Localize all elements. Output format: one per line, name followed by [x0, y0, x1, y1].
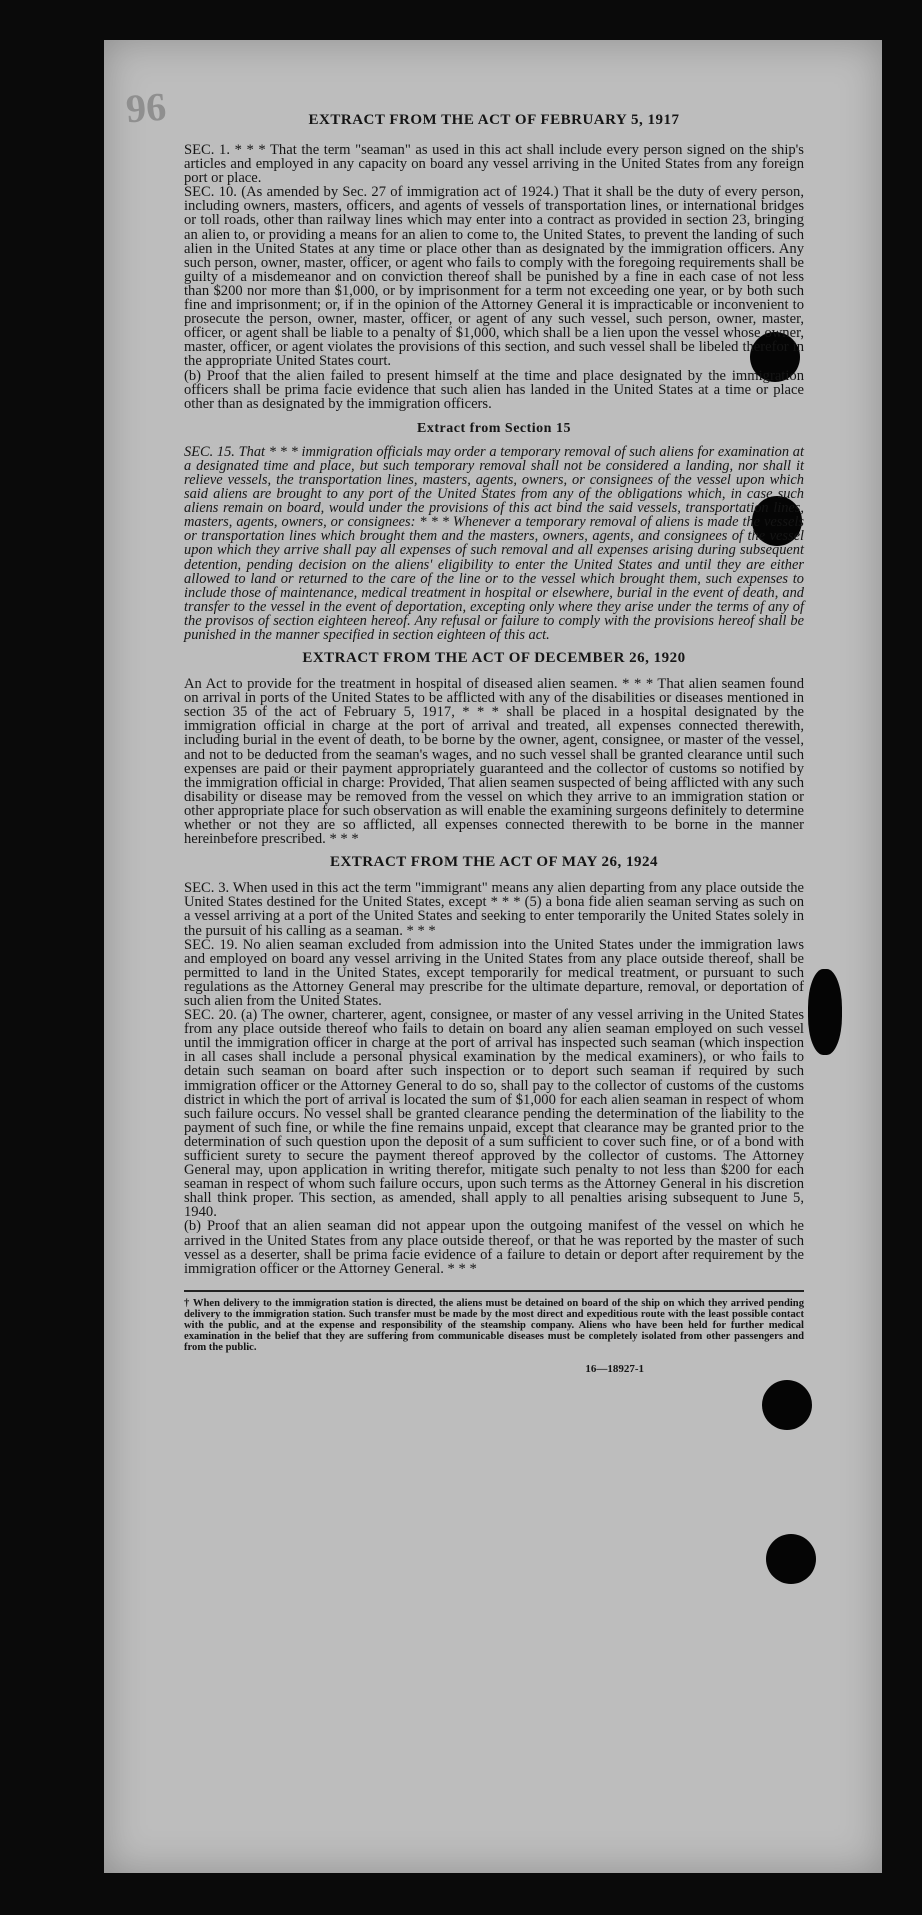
punch-hole	[766, 1534, 816, 1584]
punch-hole	[808, 969, 842, 1055]
heading-act-1917: EXTRACT FROM THE ACT OF FEBRUARY 5, 1917	[308, 112, 680, 128]
section-20b-paragraph: (b) Proof that an alien seaman did not appear upon the outgoing manifest of the vessel on which he arrived in the United States from any place outside thereof, or that he was reported by the master of such vessel as a deserter, shall be prima facie evidence of a failure to detain or deport after requirement by the immigration officer or the Attorney General. * * *	[184, 1218, 804, 1277]
section-1-paragraph: SEC. 1. * * * That the term "seaman" as used in this act shall include every person signed on the ship's articles and employed in any capacity on board any vessel arriving in the United States from any foreign port or place.	[184, 142, 804, 187]
heading-section-15: Extract from Section 15	[417, 420, 571, 436]
footnote-text: † When delivery to the immigration station is directed, the aliens must be detained on board of the ship on which they arrived pending delivery to the immigration station. Such transfer must be made by the most direct and expeditious route with the least possible contact with the public, and at the expense and responsibility of the steamship company. Aliens who have been held for further medical examination in the belief that they are suffering from communicable diseases must be completely isolated from other passengers and from the public.	[184, 1297, 804, 1353]
section-10-paragraph: SEC. 10. (As amended by Sec. 27 of immigration act of 1924.) That it shall be the duty of every person, including owners, masters, officers, and agents of vessels of transportation lines, or international bridges or toll roads, other than railway lines which may enter into a contract as provided in section 23, bringing an alien to, or providing a means for an alien to come to, the United States, to prevent the landing of such alien in the United States at any time or place other than as designated by the immigration officers. Any such person, owner, master, officer, or agent who fails to comply with the foregoing requirements shall be guilty of a misdemeanor and on conviction thereof shall be punished by a fine in each case of not less than $200 nor more than $1,000, or by imprisonment for a term not exceeding one year, or by both such fine and imprisonment; or, if in the opinion of the Attorney General it is impracticable or inconvenient to prosecute the person, owner, master, officer, or agent of any such vessel, such person, owner, master, officer, or agent shall be liable to a penalty of $1,000, which shall be a lien upon the vessel whose owner, master, officer, or agent violates the provisions of this section, and such vessel shall be libeled therefor in the appropriate United States court.	[184, 184, 804, 370]
section-15-paragraph: SEC. 15. That * * * immigration officials may order a temporary removal of such aliens for examination at a designated time and place, but such temporary removal shall not be considered a landing, nor shall it relieve vessels, the transportation lines, masters, agents, owners, or consignees of the vessel upon which said aliens are brought to any port of the United States from any of the obligations which, in case such aliens remain on board, would under the provisions of this act bind the said vessels, transportation lines, masters, agents, owners, or consignees: * * * Whenever a temporary removal of aliens is made the vessels or transportation lines which brought them and the masters, owners, agents, and consignees of the vessel upon which they arrive shall pay all expenses of such removal and all expenses arising during subsequent detention, pending decision on the aliens' eligibility to enter the United States and until they are either allowed to land or returned to the care of the line or to the vessel which brought them, such expenses to include those of maintenance, medical treatment in hospital or elsewhere, burial in the event of death, and transfer to the vessel in the event of deportation, excepting only where they arise under the terms of any of the provisos of section eighteen hereof. Any refusal or failure to comply with the provisions hereof shall be punished in the manner specified in section eighteen of this act.	[184, 443, 804, 643]
section-20-paragraph: SEC. 20. (a) The owner, charterer, agent, consignee, or master of any vessel arriving in the United States from any place outside thereof who fails to detain on board any alien seaman employed on such vessel until the immigration officer in charge at the port of arrival has inspected such seaman (which inspection in all cases shall include a personal physical examination by the medical examiners), or who fails to detain such seaman on board after such inspection or to deport such seaman if required by such immigration officer or the Attorney General to do so, shall pay to the collector of customs of the customs district in which the port of arrival is located the sum of $1,000 for each alien seaman in respect of whom such failure occurs. No vessel shall be granted clearance pending the determination of the liability to the payment of such fine, or while the fine remains unpaid, except that clearance may be granted prior to the determination of such question upon the deposit of a sum sufficient to cover such fine, or of a bond with sufficient surety to secure the payment thereof approved by the collector of customs. The Attorney General may, upon application in writing therefor, mitigate such penalty to not less than $200 for each seaman in respect of whom such failure occurs, upon such terms as the Attorney General in his discretion shall think proper. This section, as amended, shall apply to all penalties arising subsequent to June 5, 1940.	[184, 1007, 804, 1221]
document-page	[104, 40, 882, 1873]
bleed-through-number: 96	[124, 83, 168, 132]
section-19-paragraph: SEC. 19. No alien seaman excluded from admission into the United States under the immigration laws and employed on board any vessel arriving in the United States from any place outside thereof, shall be permitted to land in the United States, except temporarily for medical treatment, or pursuant to such regulations as the Attorney General may prescribe for the ultimate departure, removal, or deportation of such alien from the United States.	[184, 936, 804, 1009]
punch-hole	[762, 1380, 812, 1430]
footnote	[184, 1290, 804, 1353]
document-body	[184, 112, 804, 1375]
form-number: 16—18927-1	[585, 1362, 644, 1375]
heading-act-1924: EXTRACT FROM THE ACT OF MAY 26, 1924	[329, 854, 659, 871]
section-3-paragraph: SEC. 3. When used in this act the term "immigrant" means any alien departing from any place outside the United States destined for the United States, except * * * (5) a bona fide alien seaman serving as such on a vessel arriving at a port of the United States and seeking to enter temporarily the United States solely in the pursuit of his calling as a seaman. * * *	[184, 880, 804, 939]
section-10b-paragraph: (b) Proof that the alien failed to present himself at the time and place designated by the immigration officers shall be prima facie evidence that such alien has landed in the United States at a time or place other than as designated by the immigration officers.	[184, 367, 804, 412]
act-1920-paragraph: An Act to provide for the treatment in hospital of diseased alien seamen. * * * That alien seamen found on arrival in ports of the United States to be afflicted with any of the disabilities or diseases mentioned in section 35 of the act of February 5, 1917, * * * shall be placed in a hospital designated by the immigration official in charge at the port of arrival and treated, all expenses connected therewith, including burial in the event of death, to be borne by the owner, agent, consignee, or master of the vessel, and not to be deducted from the seaman's wages, and no such vessel shall be granted clearance until such expenses are paid or their payment appropriately guaranteed and the collector of customs so notified by the immigration official in charge: Provided, That alien seamen suspected of being afflicted with any such disability or disease may be removed from the vessel on which they arrive to an immigration station or other appropriate place for such observation as will enable the examining surgeons definitely to determine whether or not they are so afflicted, all expenses connected therewith to be borne in the manner hereinbefore prescribed. * * *	[184, 676, 804, 848]
heading-act-1920: EXTRACT FROM THE ACT OF DECEMBER 26, 1920	[302, 650, 686, 667]
